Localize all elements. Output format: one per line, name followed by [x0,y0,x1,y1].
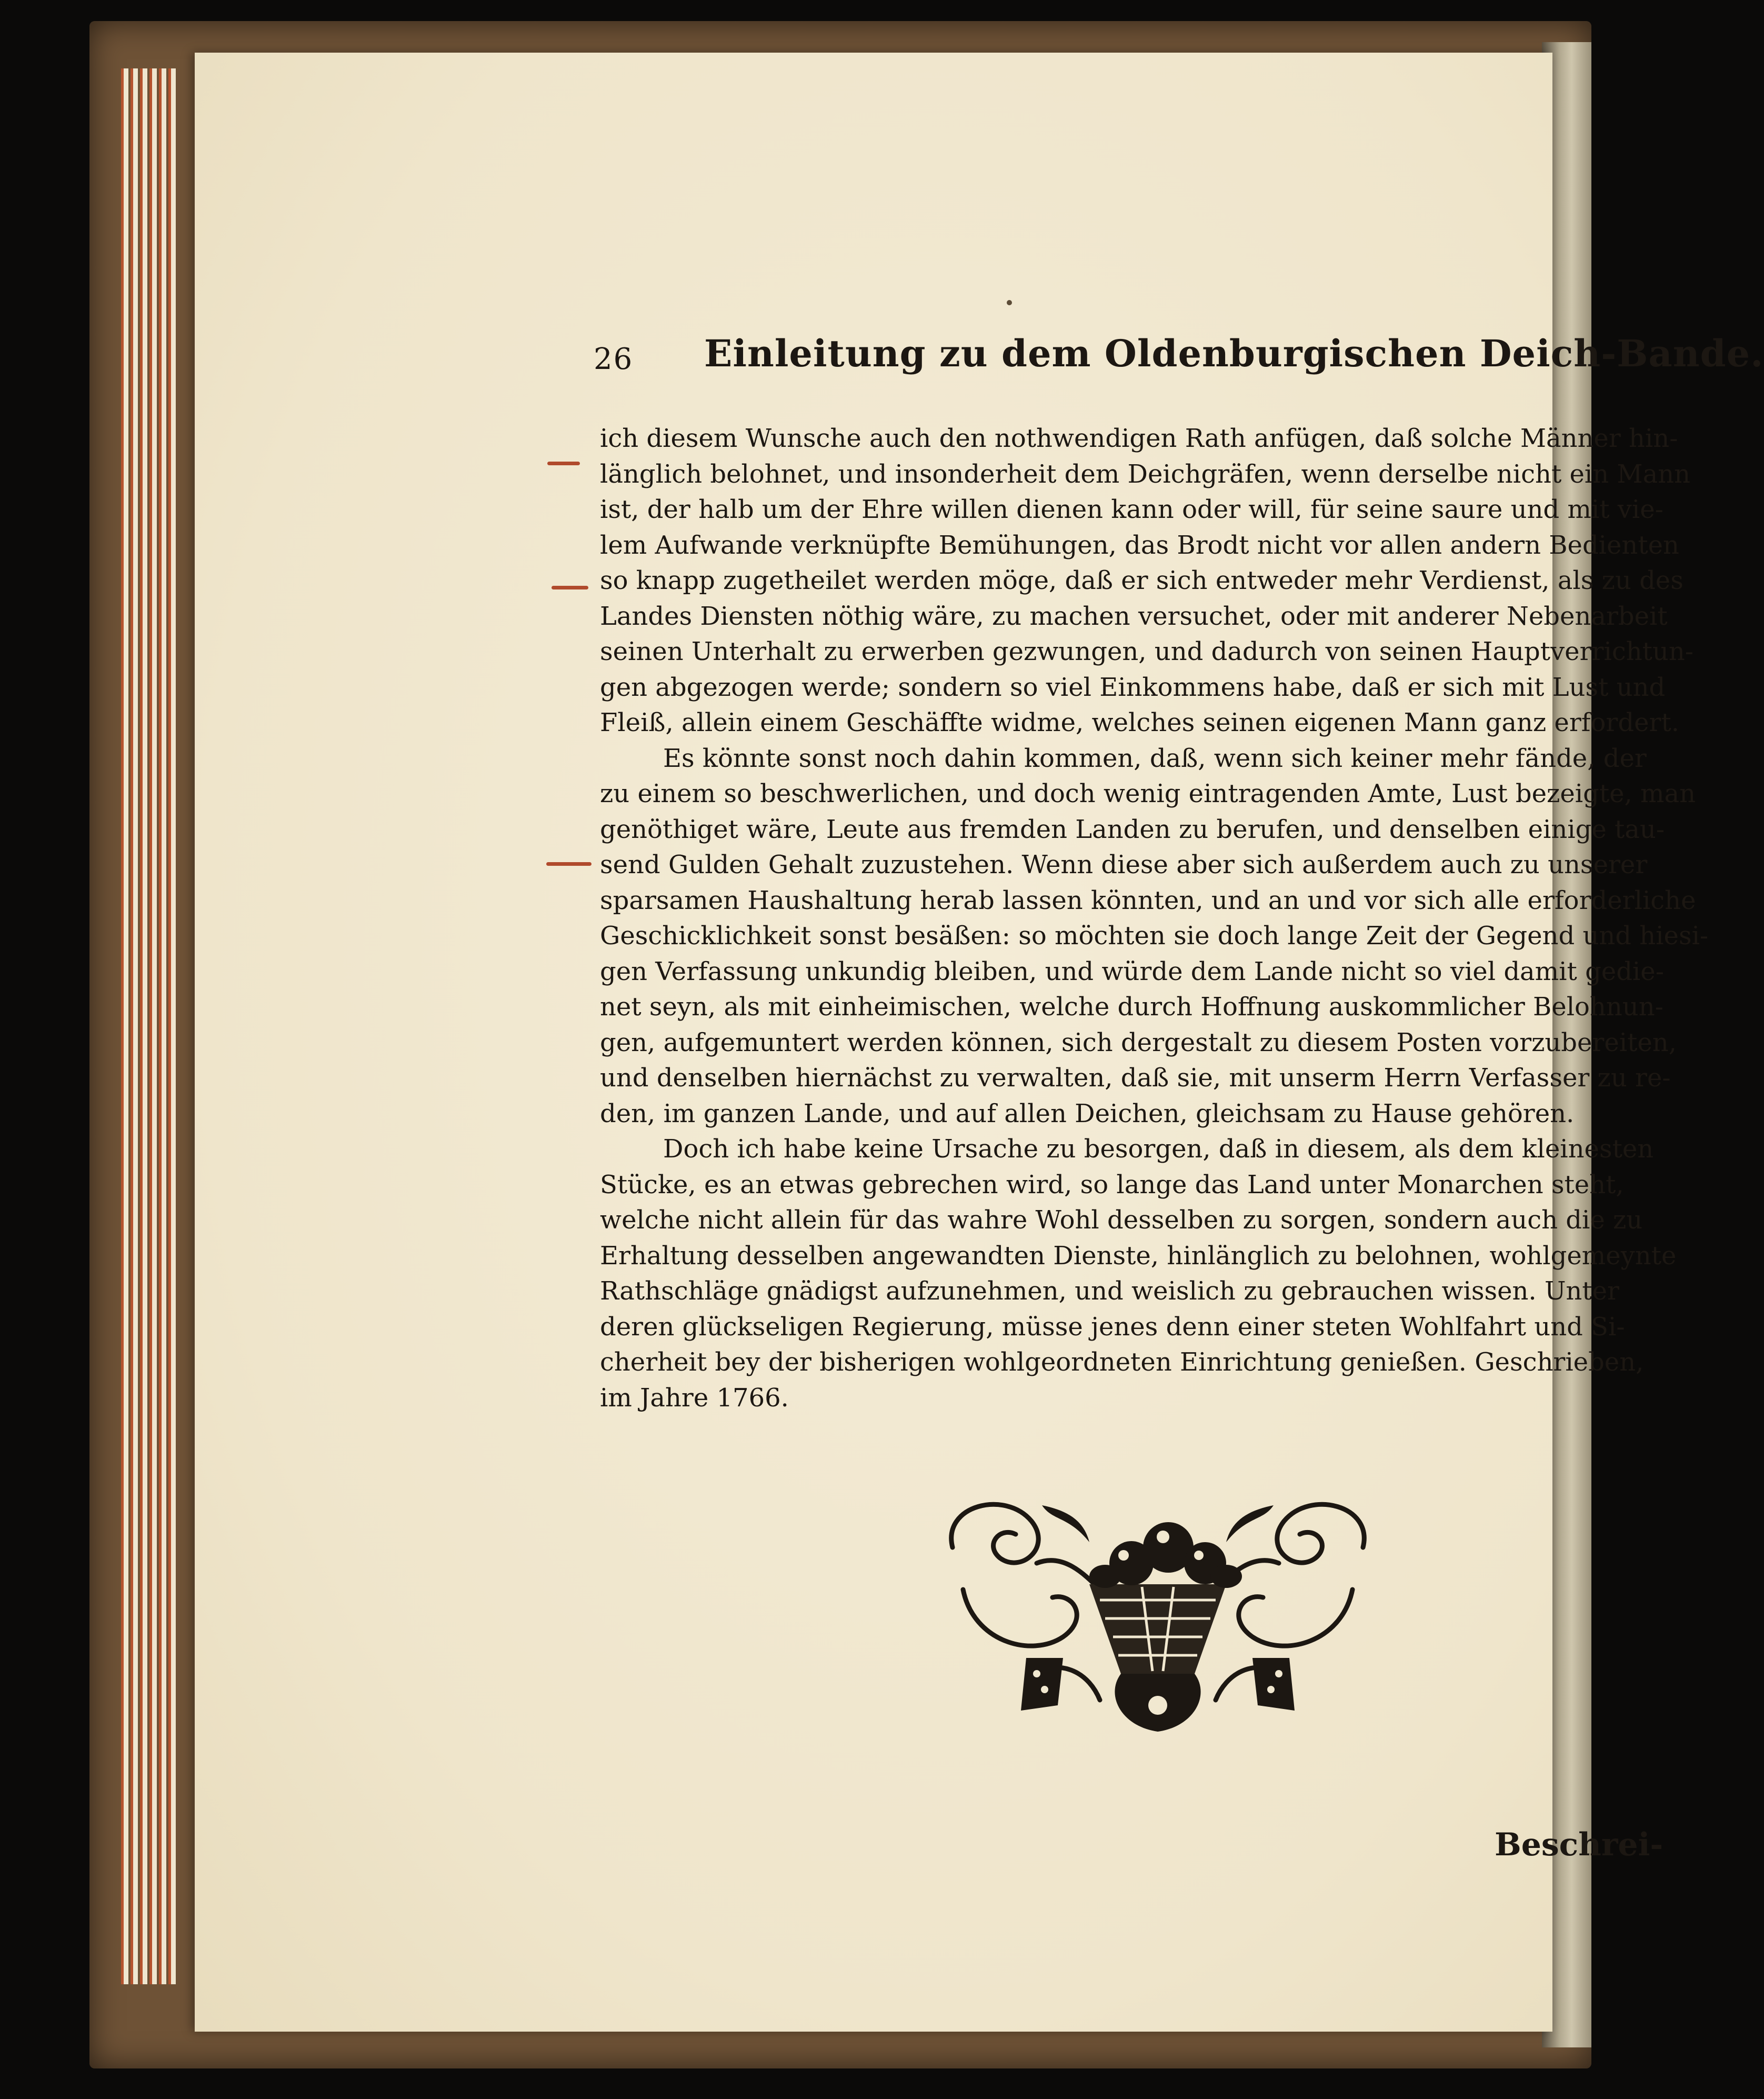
text-line: sparsamen Haushaltung herab lassen könnten, und an und vor sich alle erforderliche [600,885,1696,915]
text-line: gen Verfassung unkundig bleiben, und würde dem Lande nicht so viel damit gedie- [600,956,1664,986]
text-line: Stücke, es an etwas gebrechen wird, so lange das Land unter Monarchen steht, [600,1170,1624,1200]
catchword: Beschrei- [1495,1826,1663,1863]
text-line: Rathschläge gnädigst aufzunehmen, und weislich zu gebrauchen wissen. Unter [600,1276,1619,1306]
page-edges [121,68,184,1984]
text-line: send Gulden Gehalt zuzustehen. Wenn diese aber sich außerdem auch zu unserer [600,850,1648,879]
text-line: zu einem so beschwerlichen, und doch wenig eintragenden Amte, Lust bezeigte, man [600,779,1696,808]
text-line: gen, aufgemuntert werden können, sich dergestalt zu diesem Posten vorzubereiten, [600,1027,1677,1057]
running-title: Einleitung zu dem Oldenburgischen Deich-Bande. [704,332,1764,375]
page-header [594,316,1764,384]
text-line: gen abgezogen werde; sondern so viel Einkommens habe, daß er sich mit Lust und [600,672,1666,702]
text-line: Doch ich habe keine Ursache zu besorgen, daß in diesem, als dem kleinesten [663,1134,1654,1164]
margin-mark [552,586,588,589]
text-line: und denselben hiernächst zu verwalten, daß sie, mit unserm Herrn Verfasser zu re- [600,1063,1671,1093]
text-line: Landes Diensten nöthig wäre, zu machen versuchet, oder mit anderer Nebenarbeit [600,601,1668,631]
text-line: net seyn, als mit einheimischen, welche durch Hoffnung auskommlicher Belohnun- [600,992,1663,1022]
text-line: Fleiß, allein einem Geschäffte widme, welches seinen eigenen Mann ganz erfordert. [600,708,1679,737]
text-line: im Jahre 1766. [600,1383,789,1413]
page-edge-line [140,68,147,1984]
page-edge-line [131,68,138,1984]
page-edge-line [168,68,176,1984]
text-line: deren glückseligen Regierung, müsse jenes denn einer steten Wohlfahrt und Si- [600,1312,1625,1342]
text-line: genöthiget wäre, Leute aus fremden Landen zu berufen, und denselben einige tau- [600,814,1665,844]
margin-mark [547,462,580,465]
text-line: Es könnte sonst noch dahin kommen, daß, wenn sich keiner mehr fände, der [663,743,1647,773]
text-line: so knapp zugetheilet werden möge, daß er sich entweder mehr Verdienst, als zu des [600,566,1683,595]
text-line: länglich belohnet, und insonderheit dem Deichgräfen, wenn derselbe nicht ein Mann [600,459,1691,489]
fruit-basket-ornament [931,1484,1384,1737]
text-line: Erhaltung desselben angewandten Dienste, hinlänglich zu belohnen, wohlgemeynte [600,1241,1677,1271]
page-edge-line [121,68,128,1984]
page [195,53,1764,2032]
margin-mark [546,862,592,866]
page-edge-line [149,68,157,1984]
text-line: welche nicht allein für das wahre Wohl desselben zu sorgen, sondern auch die zu [600,1205,1643,1235]
text-line: cherheit bey der bisherigen wohlgeordneten Einrichtung genießen. Geschrieben, [600,1347,1644,1377]
text-line: ist, der halb um der Ehre willen dienen kann oder will, für seine saure und mit vie- [600,495,1663,524]
text-line: den, im ganzen Lande, und auf allen Deichen, gleichsam zu Hause gehören. [600,1098,1575,1128]
text-line: Geschicklichkeit sonst besäßen: so möchten sie doch lange Zeit der Gegend und hiesi- [600,921,1709,951]
text-line: ich diesem Wunsche auch den nothwendigen Rath anfügen, daß solche Männer hin- [600,424,1678,453]
page-edge-line [159,68,166,1984]
text-line: lem Aufwande verknüpfte Bemühungen, das Brodt nicht vor allen andern Bedienten [600,530,1679,560]
ink-fleck [1007,300,1012,305]
page-number: 26 [594,342,634,376]
text-line: seinen Unterhalt zu erwerben gezwungen, und dadurch von seinen Hauptverrichtun- [600,637,1693,666]
book [89,21,1764,2068]
body-text [600,421,1709,1416]
